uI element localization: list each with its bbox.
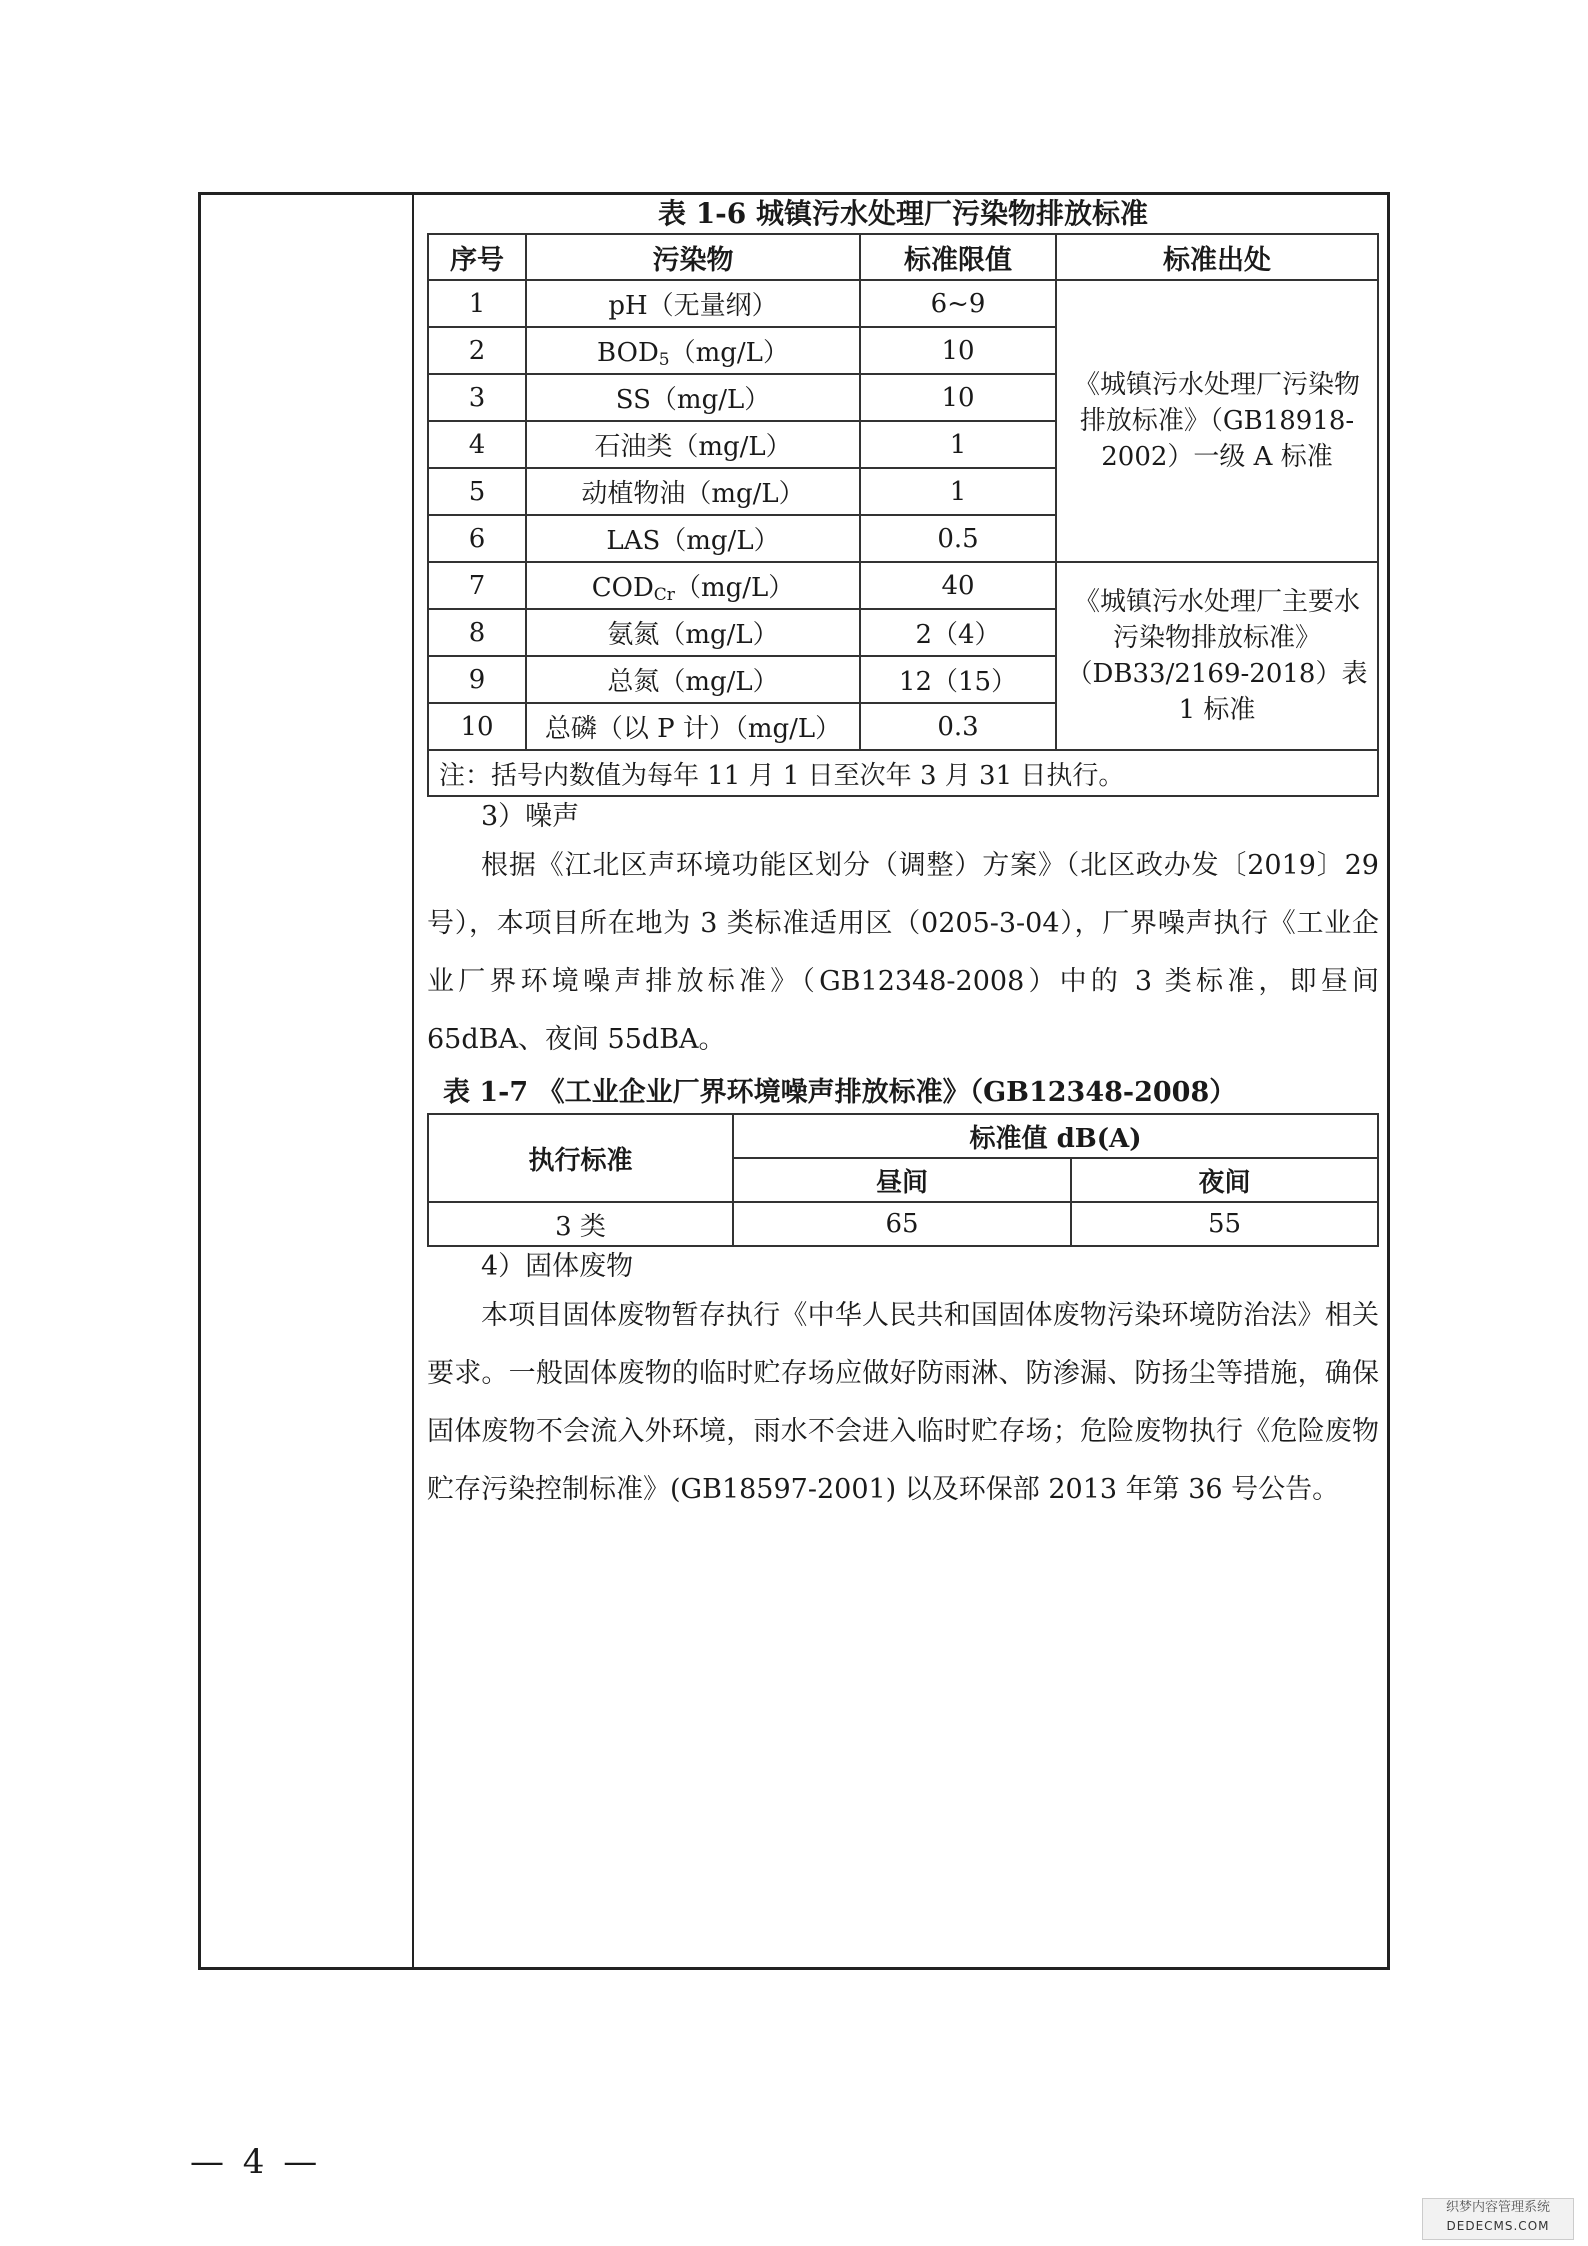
row-number: 9 [428,656,526,703]
limit-cell: 2（4） [860,609,1056,656]
limit-cell: 12（15） [860,656,1056,703]
header-cell: 序号 [428,234,526,280]
row-number: 6 [428,515,526,562]
table-1-7 [427,1113,1379,1247]
limit-cell: 40 [860,562,1056,609]
page-number: — 4 — [190,2142,322,2182]
row-number: 7 [428,562,526,609]
pollutant-cell: 动植物油（mg/L） [526,468,860,515]
standard-source-cell: 《城镇污水处理厂污染物排放标准》（GB18918-2002）一级 A 标准 [1056,280,1378,562]
table-note-row [428,750,1378,796]
limit-cell: 1 [860,468,1056,515]
limit-cell: 1 [860,421,1056,468]
row-number: 8 [428,609,526,656]
waste-heading: 4）固体废物 [481,1251,634,1282]
limit-cell: 0.5 [860,515,1056,562]
content-column [427,195,1379,1519]
header-cell: 昼间 [733,1158,1071,1202]
watermark-line1: 织梦内容管理系统 [1445,2200,1550,2215]
limit-cell: 10 [860,374,1056,421]
pollutant-cell: $COD_{Cr}(mg/L)$ [526,562,860,609]
pollutant-cell: LAS（mg/L） [526,515,860,562]
left-label-column [201,195,414,1967]
pollutant-cell: 总磷（以 P 计）（mg/L） [526,703,860,750]
header-cell: 标准出处 [1056,234,1378,280]
row-number: 2 [428,327,526,374]
noise-paragraph: 根据《江北区声环境功能区划分（调整）方案》（北区政办发〔2019〕29 号），本项目所在地为 3 类标准适用区（0205-3-04），厂界噪声执行《工业企业厂界环境噪声排放标准》（GB12348-2008）中的 3 类标准，即昼间 65dBA、夜间 55dBA。 [427,850,1379,1055]
table-header-row [428,1114,1378,1158]
table-row [428,1202,1378,1246]
form-frame [198,192,1390,1970]
pollutant-cell: $BOD_5(mg/L)$ [526,327,860,374]
header-cell: 标准限值 [860,234,1056,280]
table-1-6-caption: 表 1-6 城镇污水处理厂污染物排放标准 [657,197,1149,230]
limit-cell: 10 [860,327,1056,374]
standard-source-cell: 《城镇污水处理厂主要水污染物排放标准》（DB33/2169-2018）表 1 标准 [1056,562,1378,750]
class-cell: 3 类 [428,1202,733,1246]
table-header-row [428,234,1378,280]
table-note: 注：括号内数值为每年 11 月 1 日至次年 3 月 31 日执行。 [428,750,1378,796]
header-cell: 污染物 [526,234,860,280]
watermark-line2: DEDECMS.COM [1446,2219,1550,2233]
row-number: 1 [428,280,526,327]
header-cell: 夜间 [1071,1158,1378,1202]
table-row [428,562,1378,609]
table-1-6 [427,233,1379,797]
day-value-cell: 65 [733,1202,1071,1246]
noise-heading: 3）噪声 [481,801,580,832]
limit-cell: 6~9 [860,280,1056,327]
table-row [428,280,1378,327]
pollutant-cell: 石油类（mg/L） [526,421,860,468]
pollutant-cell: pH（无量纲） [526,280,860,327]
pollutant-cell: 总氮（mg/L） [526,656,860,703]
pollutant-cell: SS（mg/L） [526,374,860,421]
row-number: 4 [428,421,526,468]
row-number: 10 [428,703,526,750]
waste-paragraph: 本项目固体废物暂存执行《中华人民共和国固体废物污染环境防治法》相关要求。一般固体废物的临时贮存场应做好防雨淋、防渗漏、防扬尘等措施，确保固体废物不会流入外环境，雨水不会进入临时贮存场；危险废物执行《危险废物贮存污染控制标准》(GB18597-2001) 以及环保部 2013 年第 36 号公告。 [427,1300,1379,1505]
header-cell: 执行标准 [428,1114,733,1202]
row-number: 5 [428,468,526,515]
pollutant-cell: 氨氮（mg/L） [526,609,860,656]
limit-cell: 0.3 [860,703,1056,750]
night-value-cell: 55 [1071,1202,1378,1246]
header-cell: 标准值 dB(A) [733,1114,1378,1158]
row-number: 3 [428,374,526,421]
table-1-7-caption: 表 1-7 《工业企业厂界环境噪声排放标准》（GB12348-2008） [443,1077,1237,1108]
watermark-logo [1422,2198,1574,2240]
